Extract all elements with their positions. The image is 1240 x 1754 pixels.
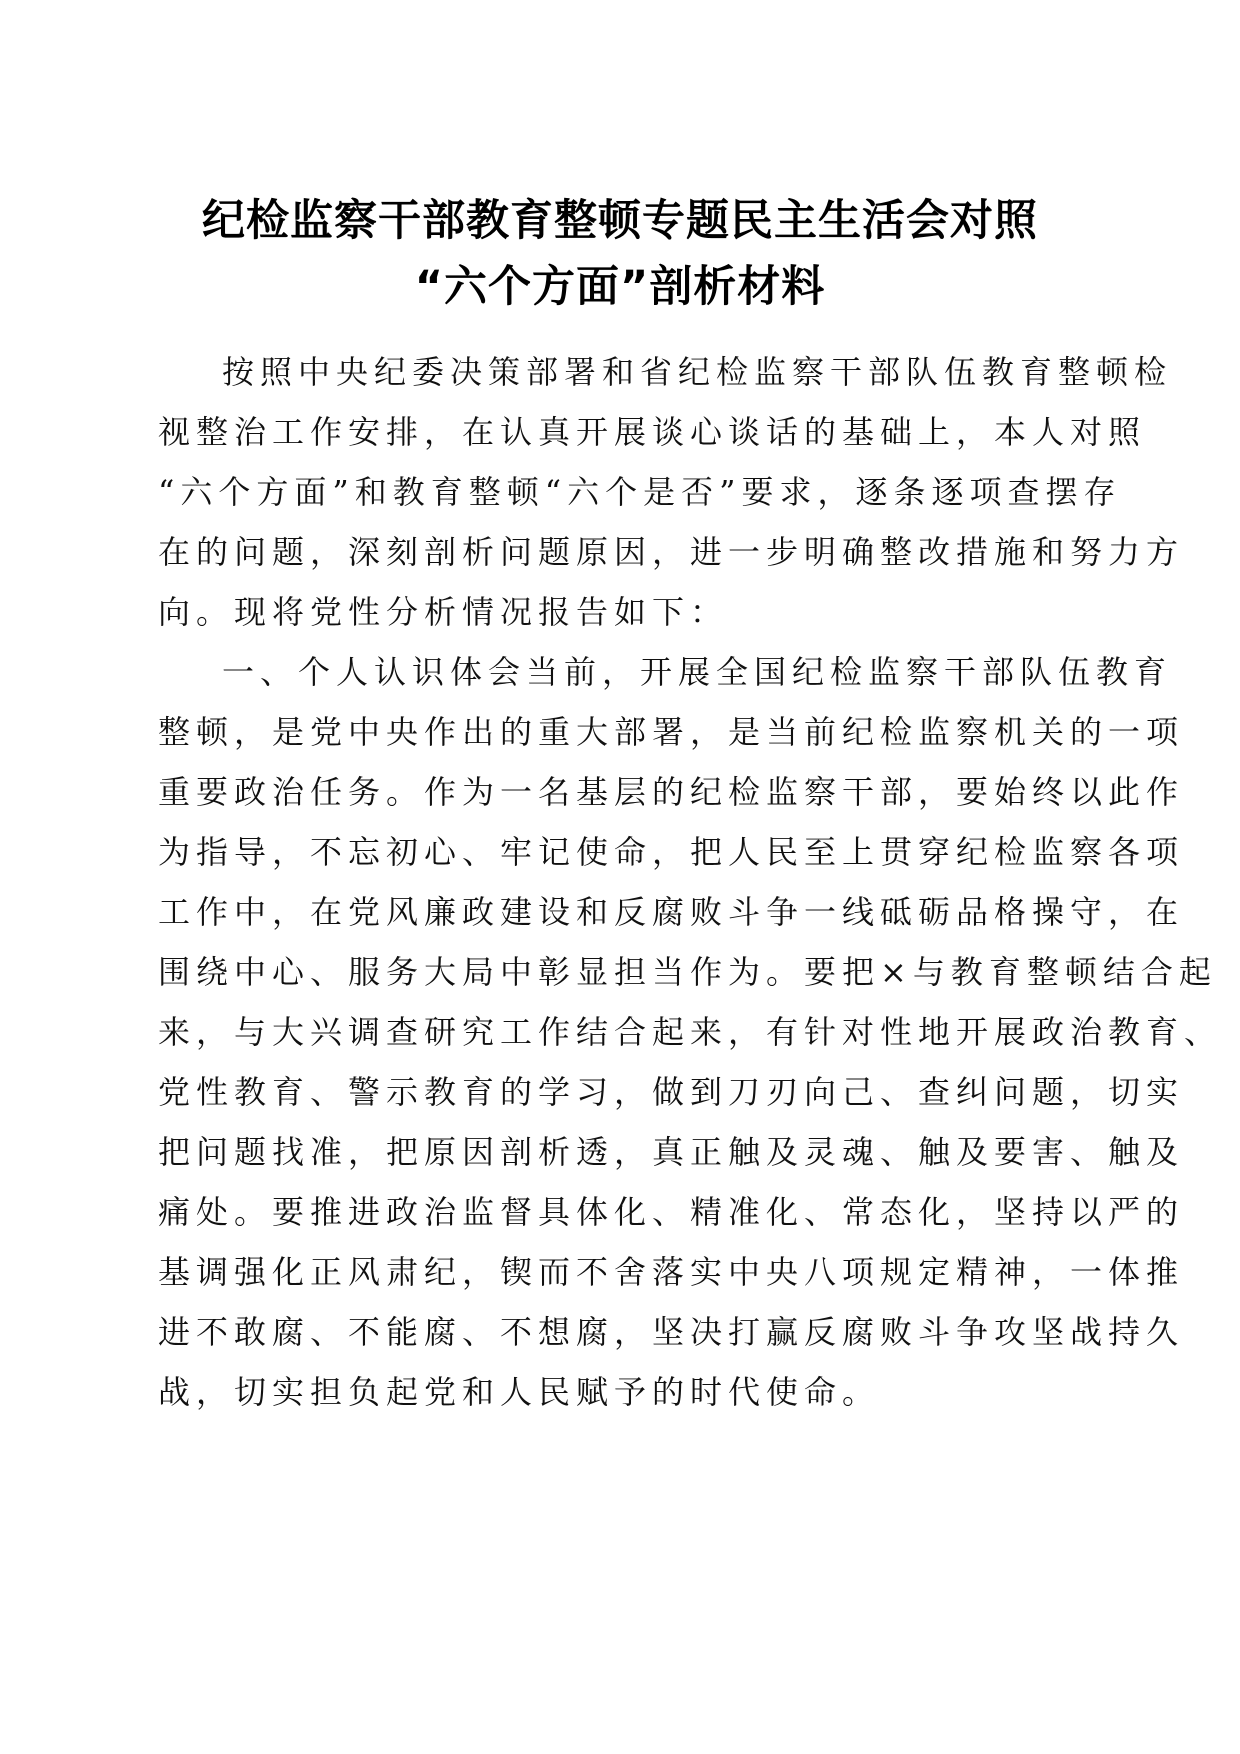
paragraph-line: 把问题找准，把原因剖析透，真正触及灵魂、触及要害、触及 — [158, 1133, 1185, 1171]
paragraph-line: 基调强化正风肃纪，锲而不舍落实中央八项规定精神，一体推 — [158, 1253, 1185, 1291]
paragraph-line: 按照中央纪委决策部署和省纪检监察干部队伍教育整顿检 — [222, 353, 1173, 391]
paragraph-line: 在的问题，深刻剖析问题原因，进一步明确整改措施和努力方 — [158, 533, 1185, 571]
paragraph-line: 进不敢腐、不能腐、不想腐，坚决打赢反腐败斗争攻坚战持久 — [158, 1313, 1185, 1351]
paragraph-line: 战，切实担负起党和人民赋予的时代使命。 — [158, 1373, 881, 1411]
paragraph-line: 整顿，是党中央作出的重大部署，是当前纪检监察机关的一项 — [158, 713, 1185, 751]
paragraph-line: 来，与大兴调查研究工作结合起来，有针对性地开展政治教育、 — [158, 1013, 1223, 1051]
paragraph-line: 党性教育、警示教育的学习，做到刀刃向己、查纠问题，切实 — [158, 1073, 1185, 1111]
document-title-line-1: 纪检监察干部教育整顿专题民主生活会对照 — [202, 196, 1038, 246]
paragraph-line: 视整治工作安排，在认真开展谈心谈话的基础上，本人对照 — [158, 413, 1147, 451]
paragraph-line: “六个方面”和教育整顿“六个是否”要求，逐条逐项查摆存 — [158, 473, 1122, 511]
paragraph-line: 工作中，在党风廉政建设和反腐败斗争一线砥砺品格操守，在 — [158, 893, 1185, 931]
paragraph-line: 痛处。要推进政治监督具体化、精准化、常态化，坚持以严的 — [158, 1193, 1185, 1231]
document-title-line-2: “六个方面”剖析材料 — [414, 262, 826, 312]
paragraph-line: 一、个人认识体会当前，开展全国纪检监察干部队伍教育 — [222, 653, 1173, 691]
paragraph-line: 向。现将党性分析情况报告如下： — [158, 593, 729, 631]
paragraph-line: 围绕中心、服务大局中彰显担当作为。要把×与教育整顿结合起 — [158, 953, 1217, 991]
paragraph-line: 为指导，不忘初心、牢记使命，把人民至上贯穿纪检监察各项 — [158, 833, 1185, 871]
paragraph-line: 重要政治任务。作为一名基层的纪检监察干部，要始终以此作 — [158, 773, 1185, 811]
